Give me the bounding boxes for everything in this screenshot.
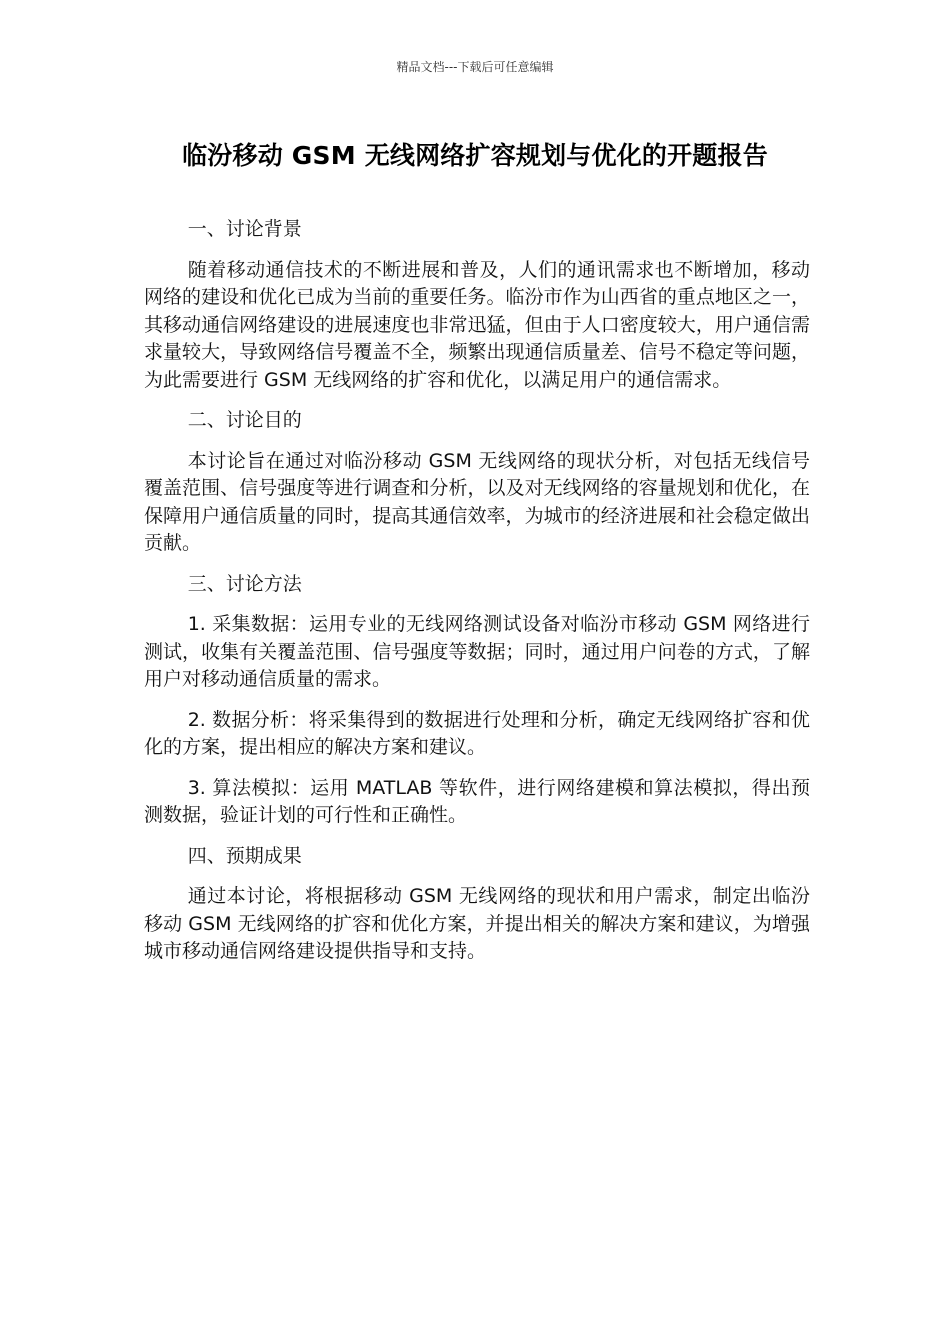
paragraph: 本讨论旨在通过对临汾移动 GSM 无线网络的现状分析，对包括无线信号覆盖范围、信号强度等进行调查和分析，以及对无线网络的容量规划和优化，在保障用户通信质量的同时，提高其通信效率，为城市的经济进展和社会稳定做出贡献。 <box>144 449 810 554</box>
section-background <box>144 216 810 394</box>
paragraph: 1. 采集数据：运用专业的无线网络测试设备对临汾市移动 GSM 网络进行测试，收集有关覆盖范围、信号强度等数据；同时，通过用户问卷的方式，了解用户对移动通信质量的需求。 <box>144 613 810 690</box>
section-purpose <box>144 407 810 558</box>
document-body <box>144 216 810 979</box>
section-expected-results <box>144 843 810 966</box>
section-heading: 一、讨论背景 <box>187 218 302 240</box>
section-heading: 二、讨论目的 <box>187 409 302 431</box>
paragraph: 随着移动通信技术的不断进展和普及，人们的通讯需求也不断增加，移动网络的建设和优化已成为当前的重要任务。临汾市作为山西省的重点地区之一，其移动通信网络建设的进展速度也非常迅猛，但由于人口密度较大，用户通信需求量较大，导致网络信号覆盖不全，频繁出现通信质量差、信号不稳定等问题，为此需要进行 GSM 无线网络的扩容和优化，以满足用户的通信需求。 <box>144 258 810 391</box>
paragraph: 3. 算法模拟：运用 MATLAB 等软件，进行网络建模和算法模拟，得出预测数据，验证计划的可行性和正确性。 <box>144 776 810 826</box>
paragraph: 通过本讨论，将根据移动 GSM 无线网络的现状和用户需求，制定出临汾移动 GSM 无线网络的扩容和优化方案，并提出相关的解决方案和建议，为增强城市移动通信网络建设提供指导和支持。 <box>144 885 810 962</box>
paragraph: 2. 数据分析：将采集得到的数据进行处理和分析，确定无线网络扩容和优化的方案，提出相应的解决方案和建议。 <box>144 708 810 758</box>
section-heading: 三、讨论方法 <box>187 572 302 595</box>
header-note: 精品文档---下载后可任意编辑 <box>396 60 554 74</box>
document-title: 临汾移动 GSM 无线网络扩容规划与优化的开题报告 <box>182 141 768 170</box>
section-heading: 四、预期成果 <box>187 844 302 867</box>
section-method <box>144 571 810 830</box>
